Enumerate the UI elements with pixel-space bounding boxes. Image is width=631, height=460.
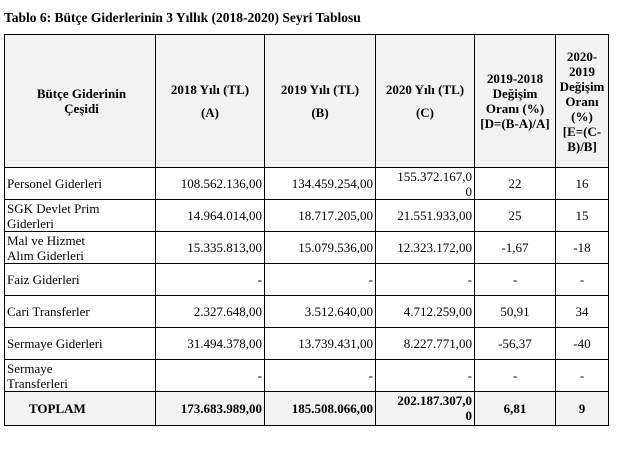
- value-2019-cell: -: [265, 264, 376, 296]
- value-2019-cell: 3.512.640,00: [265, 296, 376, 328]
- expense-type-cell: Cari Transferler: [5, 296, 156, 328]
- change-2020-2019-cell: -: [556, 264, 609, 296]
- total-2019-cell: 185.508.066,00: [265, 392, 376, 426]
- change-2019-2018-cell: -1,67: [475, 232, 556, 264]
- table-row: [5, 200, 609, 232]
- change-2019-2018-cell: -56,37: [475, 328, 556, 360]
- value-2020-cell: 155.372.167,0 0: [376, 168, 475, 200]
- expense-type-cell: Mal ve Hizmet Alım Giderleri: [5, 232, 156, 264]
- expense-type-cell: SGK Devlet Prim Giderleri: [5, 200, 156, 232]
- header-expense-type: Bütçe Giderinin Çeşidi: [5, 35, 156, 168]
- value-2020-cell: -: [376, 360, 475, 392]
- expense-type-cell: Sermaye Transferleri: [5, 360, 156, 392]
- change-2019-2018-cell: -: [475, 264, 556, 296]
- total-change-2019-2018-cell: 6,81: [475, 392, 556, 426]
- value-2018-cell: 2.327.648,00: [156, 296, 265, 328]
- change-2019-2018-cell: -: [475, 360, 556, 392]
- value-2018-cell: 14.964.014,00: [156, 200, 265, 232]
- change-2020-2019-cell: -40: [556, 328, 609, 360]
- change-2020-2019-cell: 15: [556, 200, 609, 232]
- table-row: [5, 296, 609, 328]
- total-row: [5, 392, 609, 426]
- value-2018-cell: -: [156, 264, 265, 296]
- table-row: [5, 168, 609, 200]
- table-row: [5, 264, 609, 296]
- value-2020-cell: 21.551.933,00: [376, 200, 475, 232]
- value-2020-cell: 12.323.172,00: [376, 232, 475, 264]
- value-2020-cell: -: [376, 264, 475, 296]
- value-2019-cell: 134.459.254,00: [265, 168, 376, 200]
- value-2018-cell: 15.335.813,00: [156, 232, 265, 264]
- value-2018-cell: 108.562.136,00: [156, 168, 265, 200]
- change-2020-2019-cell: 34: [556, 296, 609, 328]
- change-2019-2018-cell: 50,91: [475, 296, 556, 328]
- header-change-2019-2018: 2019-2018 Değişim Oranı (%) [D=(B-A)/A]: [475, 35, 556, 168]
- change-2019-2018-cell: 25: [475, 200, 556, 232]
- value-2018-cell: -: [156, 360, 265, 392]
- table-caption: Tablo 6: Bütçe Giderlerinin 3 Yıllık (2018-2020) Seyri Tablosu: [4, 10, 361, 25]
- header-2019: 2019 Yılı (TL) (B): [265, 35, 376, 168]
- expense-type-cell: Sermaye Giderleri: [5, 328, 156, 360]
- total-2020-cell: 202.187.307,0 0: [376, 392, 475, 426]
- header-change-2020-2019: 2020- 2019 Değişim Oranı (%) [E=(C- B)/B]: [556, 35, 609, 168]
- value-2020-cell: 4.712.259,00: [376, 296, 475, 328]
- value-2019-cell: -: [265, 360, 376, 392]
- budget-table: [4, 34, 609, 426]
- expense-type-cell: Faiz Giderleri: [5, 264, 156, 296]
- total-label-cell: TOPLAM: [5, 392, 156, 426]
- change-2020-2019-cell: 16: [556, 168, 609, 200]
- change-2020-2019-cell: -: [556, 360, 609, 392]
- expense-type-cell: Personel Giderleri: [5, 168, 156, 200]
- table-row: [5, 232, 609, 264]
- change-2020-2019-cell: -18: [556, 232, 609, 264]
- total-2018-cell: 173.683.989,00: [156, 392, 265, 426]
- total-change-2020-2019-cell: 9: [556, 392, 609, 426]
- value-2020-cell: 8.227.771,00: [376, 328, 475, 360]
- value-2019-cell: 13.739.431,00: [265, 328, 376, 360]
- table-row: [5, 328, 609, 360]
- value-2018-cell: 31.494.378,00: [156, 328, 265, 360]
- header-2020: 2020 Yılı (TL) (C): [376, 35, 475, 168]
- header-row: [5, 35, 609, 168]
- header-2018: 2018 Yılı (TL) (A): [156, 35, 265, 168]
- value-2019-cell: 15.079.536,00: [265, 232, 376, 264]
- value-2019-cell: 18.717.205,00: [265, 200, 376, 232]
- change-2019-2018-cell: 22: [475, 168, 556, 200]
- table-row: [5, 360, 609, 392]
